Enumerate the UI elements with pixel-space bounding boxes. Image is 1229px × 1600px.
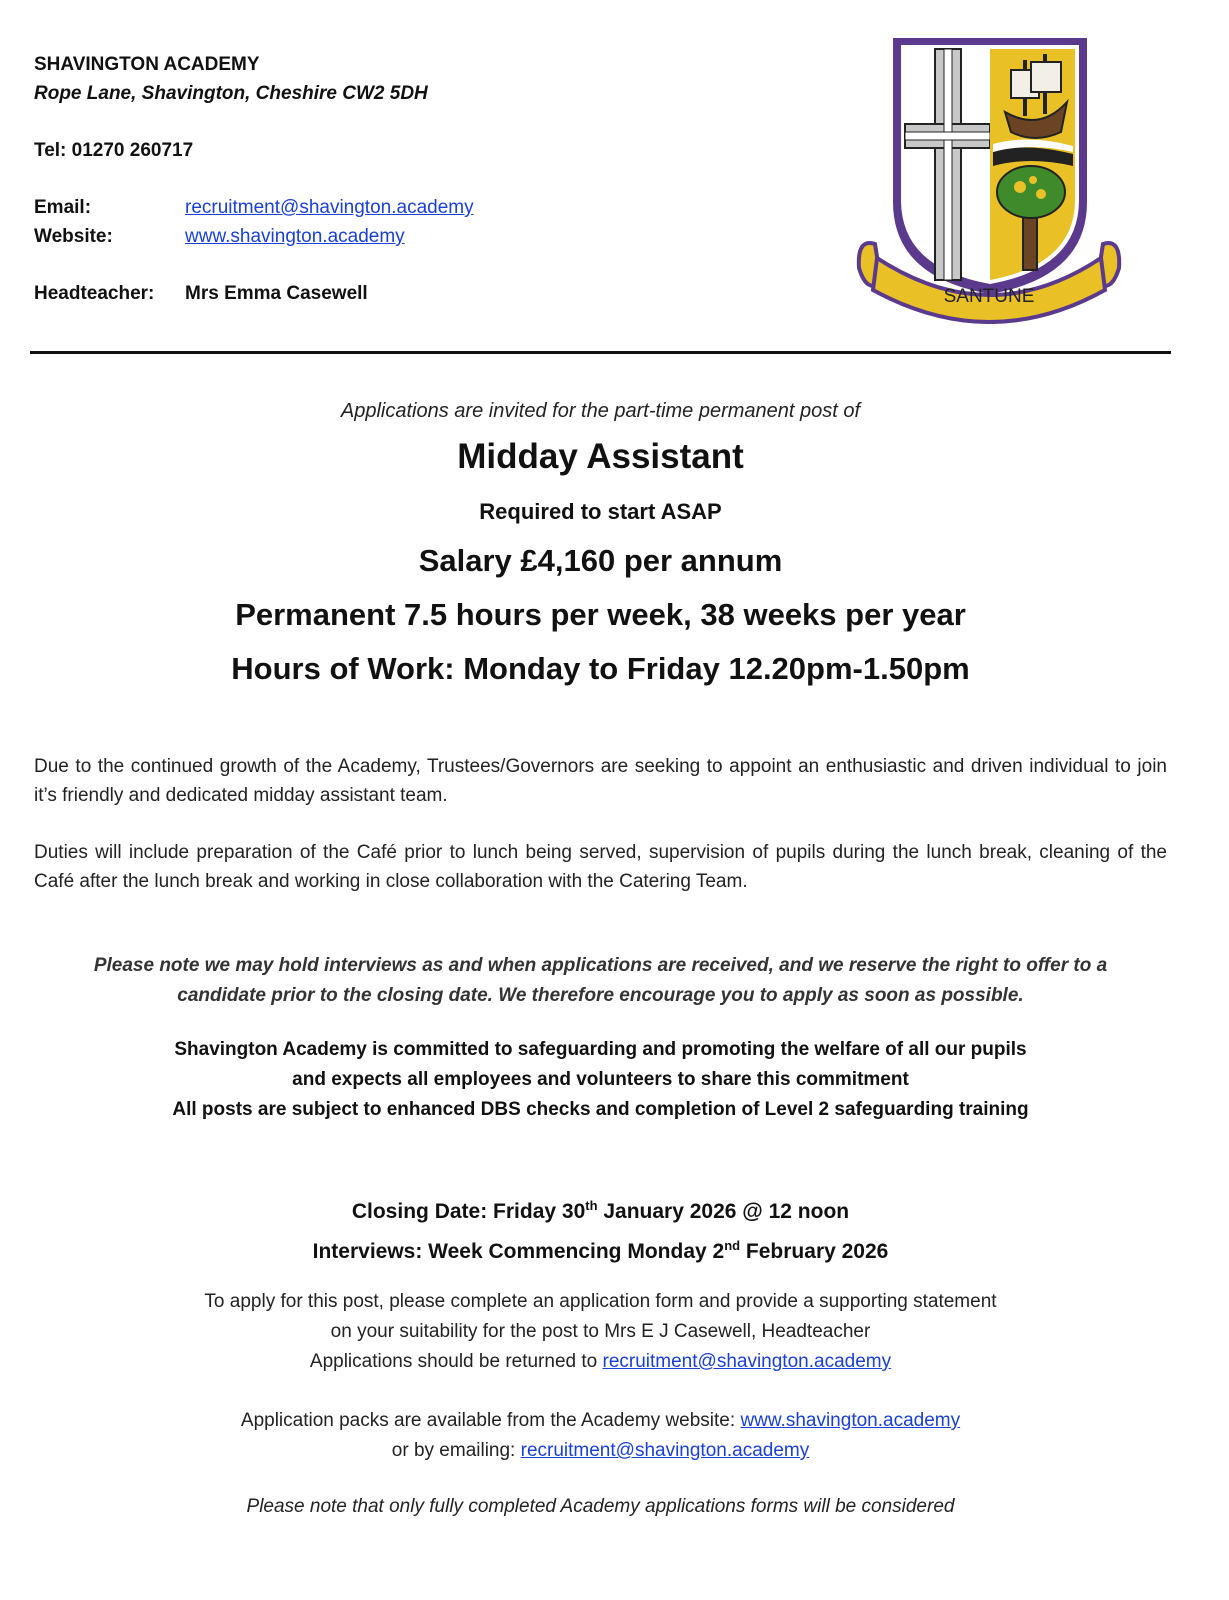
email-label: Email:: [34, 197, 92, 218]
duties-paragraph: Duties will include preparation of the Café prior to lunch being served, supervision of pupils during the lunch break, cleaning of the Café after the lunch break and working in close collaboration with the Catering Team.: [34, 842, 1167, 892]
website-row: [34, 222, 654, 251]
crest-motto: SANTUNE: [943, 286, 1035, 307]
description-paragraph: Due to the continued growth of the Academy, Trustees/Governors are seeking to appoint an enthusiastic and driven individual to join it’s friendly and dedicated midday assistant team.: [34, 756, 1167, 806]
interview-date: Interviews: Week Commencing Monday 2nd February 2026: [312, 1238, 889, 1263]
start-requirement: Required to start ASAP: [479, 499, 722, 524]
safeguarding-line: and expects all employees and volunteers to share this commitment: [292, 1069, 909, 1090]
telephone: Tel: 01270 260717: [34, 140, 194, 161]
return-line: Applications should be returned to recruitment@shavington.academy: [309, 1351, 892, 1372]
packs-email-link[interactable]: recruitment@shavington.academy: [520, 1440, 810, 1461]
final-note: Please note that only fully completed Academy applications forms will be considered: [246, 1496, 955, 1517]
safeguarding-line: Shavington Academy is committed to safeguarding and promoting the welfare of all our pupils: [174, 1039, 1027, 1060]
apply-line: To apply for this post, please complete an application form and provide a supporting statement: [204, 1291, 997, 1312]
header-divider: [30, 351, 1171, 354]
website-link[interactable]: www.shavington.academy: [185, 226, 405, 247]
job-title: Midday Assistant: [457, 437, 744, 476]
school-address: Rope Lane, Shavington, Cheshire CW2 5DH: [34, 83, 428, 104]
packs-line: Application packs are available from the Academy website: www.shavington.academy: [240, 1410, 961, 1431]
headteacher-row: [34, 279, 654, 308]
packs-website-link[interactable]: www.shavington.academy: [740, 1410, 961, 1431]
website-label: Website:: [34, 226, 113, 247]
school-crest-logo: [855, 32, 1123, 324]
how-to-apply: [30, 1287, 1171, 1377]
application-packs: [30, 1406, 1171, 1466]
school-name: SHAVINGTON ACADEMY: [34, 54, 260, 75]
return-email-link[interactable]: recruitment@shavington.academy: [602, 1351, 892, 1372]
post-intro: Applications are invited for the part-time permanent post of: [340, 400, 861, 422]
key-dates: [30, 1189, 1171, 1269]
headteacher-label: Headteacher:: [34, 283, 155, 304]
interview-note-line: Please note we may hold interviews as and when applications are received, and we reserve the right to offer to a: [93, 955, 1108, 976]
headteacher-name: Mrs Emma Casewell: [185, 283, 368, 304]
email-link[interactable]: recruitment@shavington.academy: [185, 197, 474, 218]
email-row: [34, 193, 654, 222]
salary: Salary £4,160 per annum: [418, 543, 783, 578]
closing-date: Closing Date: Friday 30th January 2026 @ 12 noon: [351, 1198, 850, 1223]
packs-email-line: or by emailing: recruitment@shavington.academy: [391, 1440, 810, 1461]
interview-note-line: candidate prior to the closing date. We therefore encourage you to apply as soon as possible.: [177, 985, 1024, 1006]
apply-line: on your suitability for the post to Mrs E J Casewell, Headteacher: [330, 1321, 871, 1342]
interview-note: [30, 951, 1171, 1011]
working-hours: Hours of Work: Monday to Friday 12.20pm-1.50pm: [231, 651, 970, 686]
contact-header: [34, 50, 654, 308]
contract-hours: Permanent 7.5 hours per week, 38 weeks per year: [235, 597, 966, 632]
safeguarding-statement: [30, 1035, 1171, 1125]
safeguarding-line: All posts are subject to enhanced DBS checks and completion of Level 2 safeguarding training: [172, 1099, 1029, 1120]
